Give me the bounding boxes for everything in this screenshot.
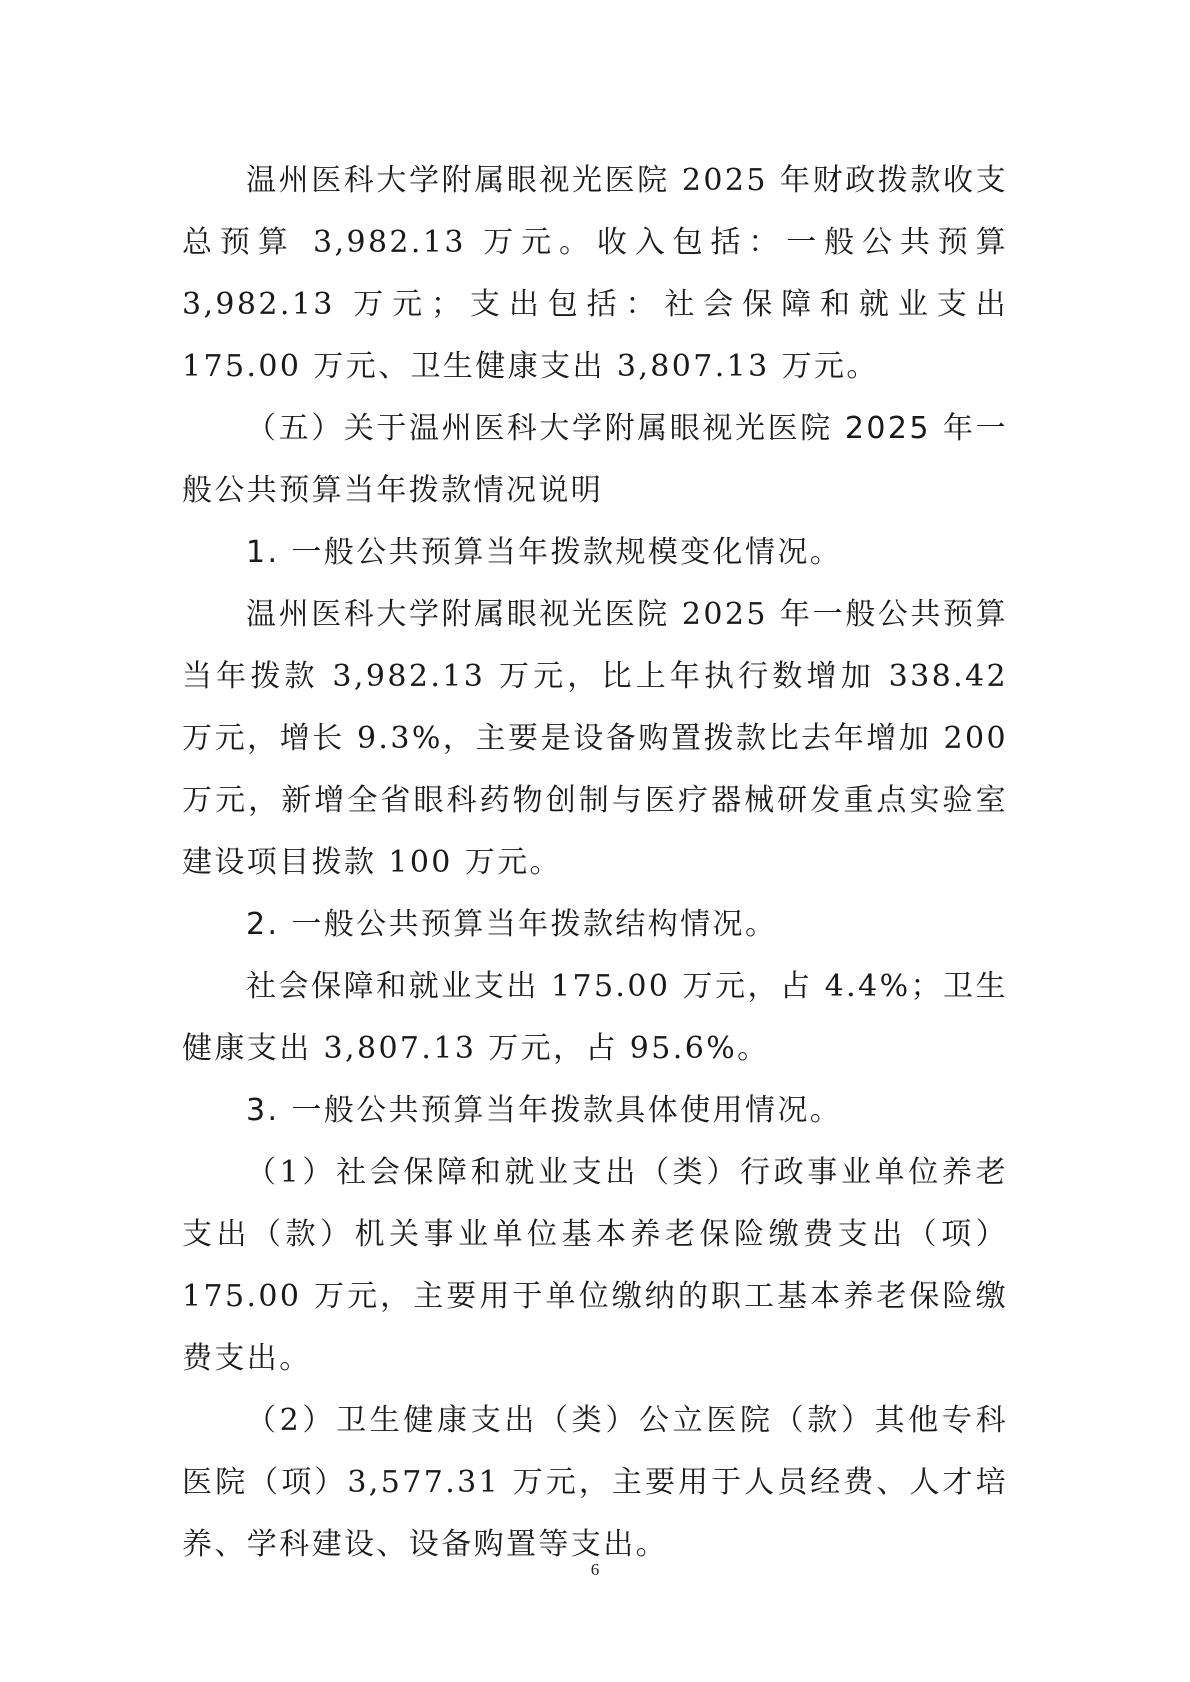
- subheading-scale-change: 1. 一般公共预算当年拨款规模变化情况。: [246, 535, 843, 570]
- page-number: 6: [590, 1560, 600, 1579]
- structure-paragraph: 社会保障和就业支出 175.00 万元，占 4.4%；卫生健康支出 3,807.13 万元，占 95.6%。: [182, 969, 1008, 1066]
- document-body: [182, 150, 1008, 1576]
- subheading-structure: 2. 一般公共预算当年拨款结构情况。: [246, 907, 778, 942]
- use-item-2-paragraph: （2）卫生健康支出（类）公立医院（款）其他专科医院（项）3,577.31 万元，主要用于人员经费、人才培养、学科建设、设备购置等支出。: [182, 1403, 1008, 1562]
- section-heading-5: （五）关于温州医科大学附属眼视光医院 2025 年一般公共预算当年拨款情况说明: [182, 411, 1008, 508]
- use-item-1-paragraph: （1）社会保障和就业支出（类）行政事业单位养老支出（款）机关事业单位基本养老保险缴费支出（项）175.00 万元，主要用于单位缴纳的职工基本养老保险缴费支出。: [182, 1155, 1008, 1376]
- scale-change-paragraph: 温州医科大学附属眼视光医院 2025 年一般公共预算当年拨款 3,982.13 万元，比上年执行数增加 338.42 万元，增长 9.3%，主要是设备购置拨款比去年增加 200 万元，新增全省眼科药物创制与医疗器械研发重点实验室建设项目拨款 100 万元。: [182, 597, 1008, 880]
- budget-summary-paragraph: 温州医科大学附属眼视光医院 2025 年财政拨款收支总预算 3,982.13 万元。收入包括：一般公共预算 3,982.13 万元；支出包括：社会保障和就业支出 175.00 万元、卫生健康支出 3,807.13 万元。: [182, 163, 1008, 384]
- subheading-specific-use: 3. 一般公共预算当年拨款具体使用情况。: [246, 1093, 843, 1128]
